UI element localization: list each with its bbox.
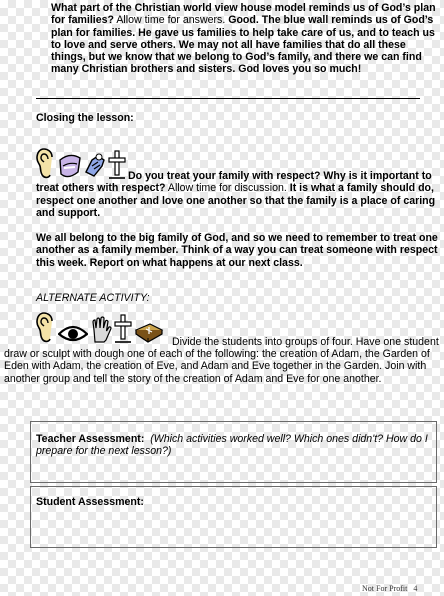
horizontal-rule [36,98,420,99]
ear-icon [36,312,56,344]
footer-text: Not For Profit [362,584,408,593]
closing-answer: It is what a family should do, respect one another and love one another so that the family is a place of caring and support. [36,182,436,219]
teacher-assessment [36,433,430,458]
alternate-text-first: Divide the students into groups of four. Have one student [172,336,439,348]
closing-note: Allow time for discussion. [165,182,290,195]
closing-paragraph-2: We all belong to the big family of God, and so we need to remember to treat one another as a family member. Think of a way you can treat someone with respect this week. Report on what happens at our next class. [36,232,438,269]
intro-question: What part of the Christian world view house model reminds us of God’s plan for families? [51,2,436,27]
eye-icon [58,322,88,344]
closing-heading: Closing the lesson: [36,112,134,124]
closing-question-paragraph [36,170,438,219]
bible-icon [134,320,164,344]
footer [362,584,417,593]
alternate-heading: ALTERNATE ACTIVITY: [36,292,150,304]
cross-icon [114,314,132,344]
intro-answer: Good. The blue wall reminds us of God’s plan for families. He gave us families to help take care of us, and to teach us to love and serve others. We may not all have families that do all these things, but we know that we belong to God’s family, and there we can find many Christian brothers and sisters. God loves you so much! [51,14,435,76]
teacher-assessment-prompt: (Which activities worked well? Which ones didn't? How do I prepare for the next lesson?) [36,433,428,458]
intro-paragraph [51,2,441,76]
student-assessment-label: Student Assessment: [36,496,144,508]
teacher-assessment-label: Teacher Assessment: [36,433,145,445]
alternate-text: draw or sculpt with dough one of each of the following: the creation of Adam, the Garden of Eden with Adam, the creation of Eve, and Adam and Eve together in the Garden. Join with another group and tell the story of the creation of Adam and Eve for one another. [4,348,430,385]
page-number: 4 [413,584,418,593]
intro-note: Allow time for answers. [114,14,229,27]
student-assessment [36,496,144,508]
alternate-icons [36,312,164,344]
closing-question: Do you treat your family with respect? Why is it important to treat others with respect? [36,170,432,195]
hand-icon [90,316,112,344]
